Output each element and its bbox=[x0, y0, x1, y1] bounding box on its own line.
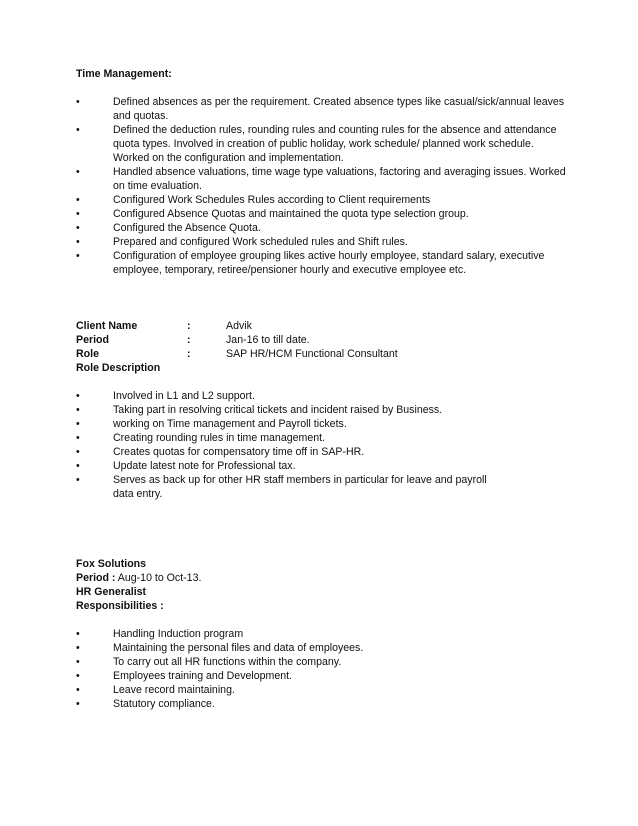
role-row bbox=[76, 347, 496, 361]
client-name-value: Advik bbox=[226, 320, 252, 332]
time-management-list bbox=[76, 95, 566, 277]
list-item: • Prepared and configured Work scheduled rules and Shift rules. bbox=[76, 236, 408, 248]
bullet-icon: • bbox=[76, 250, 80, 262]
bullet-icon: • bbox=[76, 390, 80, 402]
list-item: • Configured Work Schedules Rules according to Client requirements bbox=[76, 194, 431, 206]
bullet-icon: • bbox=[76, 404, 80, 416]
bullet-icon: • bbox=[76, 418, 80, 430]
list-item: • To carry out all HR functions within the company. bbox=[76, 656, 342, 668]
period-label: Period bbox=[76, 334, 109, 346]
fox-period-row bbox=[76, 571, 201, 585]
bullet-icon: • bbox=[76, 698, 80, 710]
separator-colon: : bbox=[187, 320, 191, 332]
list-item: • Leave record maintaining. bbox=[76, 684, 235, 696]
bullet-icon: • bbox=[76, 670, 80, 682]
client-name-row bbox=[76, 319, 496, 333]
client-details bbox=[76, 319, 496, 375]
list-item: • Update latest note for Professional tax. bbox=[76, 460, 296, 472]
list-item: • Handled absence valuations, time wage type valuations, factoring and averaging issues. Worked on time evaluation. bbox=[76, 166, 566, 192]
list-item: • Configured Absence Quotas and maintained the quota type selection group. bbox=[76, 208, 469, 220]
role-description-list bbox=[76, 389, 566, 501]
separator-colon: : bbox=[187, 334, 191, 346]
list-item: • Handling Induction program bbox=[76, 628, 244, 640]
separator-colon: : bbox=[187, 348, 191, 360]
bullet-icon: • bbox=[76, 432, 80, 444]
bullet-icon: • bbox=[76, 124, 80, 136]
bullet-icon: • bbox=[76, 628, 80, 640]
time-management-heading: Time Management: bbox=[76, 68, 172, 80]
bullet-icon: • bbox=[76, 474, 80, 486]
bullet-icon: • bbox=[76, 222, 80, 234]
role-value: SAP HR/HCM Functional Consultant bbox=[226, 348, 398, 360]
list-item: • Maintaining the personal files and data of employees. bbox=[76, 642, 364, 654]
bullet-icon: • bbox=[76, 642, 80, 654]
responsibilities-list bbox=[76, 627, 566, 711]
role-label: Role bbox=[76, 348, 99, 360]
bullet-icon: • bbox=[76, 194, 80, 206]
client-name-label: Client Name bbox=[76, 320, 138, 332]
role-description-row bbox=[76, 361, 496, 375]
list-item: • working on Time management and Payroll tickets. bbox=[76, 418, 347, 430]
list-item: • Statutory compliance. bbox=[76, 698, 215, 710]
bullet-icon: • bbox=[76, 446, 80, 458]
list-item: • Employees training and Development. bbox=[76, 670, 293, 682]
bullet-icon: • bbox=[76, 656, 80, 668]
list-item: • Serves as back up for other HR staff members in particular for leave and payroll data entry. bbox=[76, 474, 487, 500]
responsibilities-label: Responsibilities : bbox=[76, 600, 164, 612]
list-item: • Configuration of employee grouping likes active hourly employee, standard salary, executive employee, temporary, retiree/pensioner hourly and executive employee etc. bbox=[76, 250, 545, 276]
period-value: Jan-16 to till date. bbox=[226, 334, 310, 346]
bullet-icon: • bbox=[76, 208, 80, 220]
bullet-icon: • bbox=[76, 684, 80, 696]
bullet-icon: • bbox=[76, 166, 80, 178]
list-item: • Creates quotas for compensatory time off in SAP-HR. bbox=[76, 446, 365, 458]
fox-period-value: Aug-10 to Oct-13. bbox=[115, 572, 202, 584]
list-item: • Configured the Absence Quota. bbox=[76, 222, 261, 234]
bullet-icon: • bbox=[76, 96, 80, 108]
bullet-icon: • bbox=[76, 460, 80, 472]
list-item: • Involved in L1 and L2 support. bbox=[76, 390, 255, 402]
job-title: HR Generalist bbox=[76, 586, 147, 598]
list-item: • Defined the deduction rules, rounding rules and counting rules for the absence and attendance quota types. Involved in creation of public holiday, work schedule/ planned work schedule. Worked on the configuration and implementation. bbox=[76, 124, 557, 164]
period-row bbox=[76, 333, 496, 347]
bullet-icon: • bbox=[76, 236, 80, 248]
role-description-label: Role Description bbox=[76, 362, 161, 374]
list-item: • Taking part in resolving critical tickets and incident raised by Business. bbox=[76, 404, 443, 416]
company-name: Fox Solutions bbox=[76, 558, 147, 570]
fox-period-label: Period : bbox=[76, 572, 116, 584]
list-item: • Creating rounding rules in time management. bbox=[76, 432, 325, 444]
list-item: • Defined absences as per the requirement. Created absence types like casual/sick/annual leaves and quotas. bbox=[76, 96, 565, 122]
